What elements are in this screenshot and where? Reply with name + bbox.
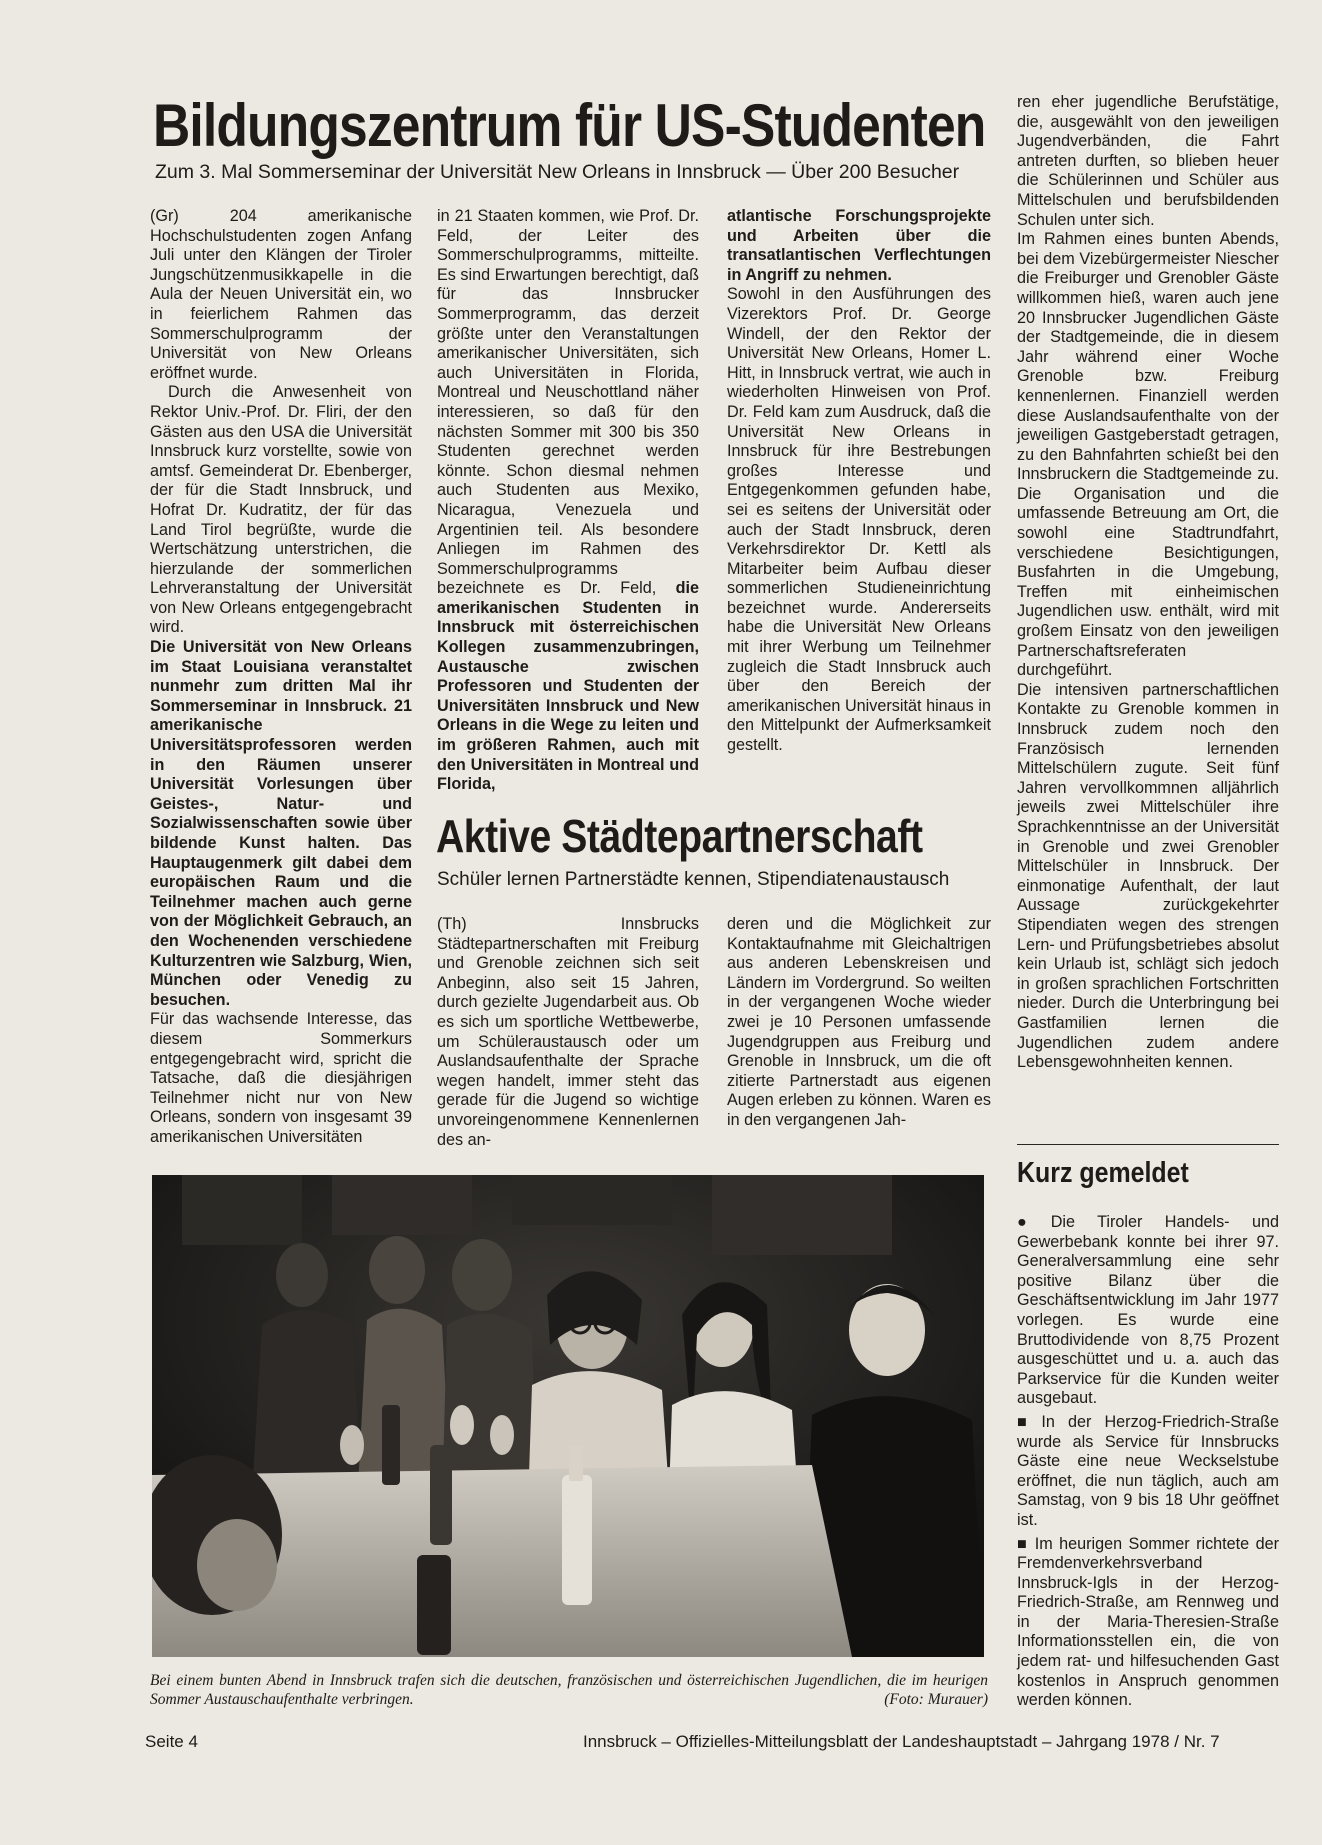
paragraph-bold: die amerikanischen Studenten in Innsbruck mit österreichischen Kollegen zusammenzubringen, Austausche zwischen Professoren und Studenten der Universitäten Innsbruck und New Orleans in die Wege zu leiten und im größeren Rahmen, auch mit den Universitäten in Montreal und Florida, [437,579,700,794]
paragraph: Die intensiven partnerschaftlichen Kontakte zu Grenoble kommen in Innsbruck zudem noch den Französisch lernenden Mittelschülern zugute. Seit fünf Jahren vervollkommnen alljährlich jeweils zwei Mittelschüler ihre Sprachkenntnisse an der Universität in Grenoble und zwei Grenobler Mittelschüler in Innsbruck. Der einmonatige Aufenthalt, der laut Aussage zurückgekehrter Stipendiaten wegen des strengen Lern- und Prüfungsbetriebes absolut kein Urlaub ist, schlägt sich jedoch in großen sprachlichen Fortschritten nieder. Durch die Unterbringung bei Gastfamilien lernen die Jugendlichen zudem andere Lebensgewohnheiten kennen. [1017,680,1279,1072]
bullet-icon: ■ [1017,1412,1036,1431]
paragraph-bold: Die Universität von New Orleans im Staat Louisiana veranstaltet nunmehr zum dritten Mal ihr Sommerseminar in Innsbruck. 21 amerikanische Universitätsprofessoren werden in den Räumen unserer Universität Vorlesungen über Geistes-, Natur- und Sozialwissenschaften sowie über bildende Kunst halten. Das Hauptaugenmerk gilt dabei dem europäischen Raum und die Teilnehmer machen auch gerne von der Möglichkeit Gebrauch, an den Wochenenden verschiedene Kulturzentren wie Salzburg, Wien, München oder Venedig zu besuchen. [150,638,412,1009]
publication-line: Innsbruck – Offizielles-Mitteilungsblatt der Landeshauptstadt – Jahrgang 1978 / Nr. 7 [583,1732,1220,1751]
paragraph: (Th) Innsbrucks Städtepartnerschaften mit Freiburg und Grenoble zeichnen sich seit Anbeginn, also seit 15 Jahren, durch gezielte Jugendarbeit aus. Ob es sich um sportliche Wettbewerbe, um Schüleraustausch oder um Auslandsaufenthalte der Sprache wegen handelt, immer steht das gerade für die Jugend so wichtige unvoreingenommene Kennenlernen des an- [437,915,699,1149]
section-divider [1017,1144,1279,1145]
list-item: ■ In der Herzog-Friedrich-Straße wurde als Service für Innsbrucks Gäste eine neue Weckselstube eröffnet, die nun täglich, auch am Samstag, von 9 bis 18 Uhr geöffnet ist. [1017,1412,1279,1529]
article2-headline: Aktive Städtepartnerschaft [436,810,923,862]
kurz-gemeldet-list [1017,1213,1279,1715]
paragraph: in 21 Staaten kommen, wie Prof. Dr. Feld, der Leiter des Sommerschulprogramms, mitteilte. Es sind Erwartungen berechtigt, daß für das Innsbrucker Sommerprogramm, das derzeit größte unter den Veranstaltungen amerikanischer Universitäten, sich auch Universitäten in Florida, Montreal und Neuschottland näher interessieren, so daß für den nächsten Sommer mit 300 bis 350 Studenten gerechnet werden könnte. Schon diesmal nehmen auch Studenten aus Mexiko, Nicaragua, Venezuela und Argentinien teil. Als besondere Anliegen im Rahmen des Sommerschulprogramms bezeichnete es Dr. Feld, [437,207,699,598]
paragraph: (Gr) 204 amerikanische Hochschulstudenten zogen Anfang Juli unter den Klängen der Tiroler Jungschützenmusikkapelle in die Aula der Neuen Universität ein, wo in feierlichem Rahmen das Sommerschulprogramm der Universität von New Orleans eröffnet wurde. [150,207,412,382]
bullet-icon: ■ [1017,1534,1029,1553]
article2-column-a [437,915,699,1150]
photo-illustration [152,1175,984,1657]
page-number: Seite 4 [145,1732,198,1751]
caption-text: Bei einem bunten Abend in Innsbruck trafen sich die deutschen, französischen und österreichischen Jugendlichen, die im heurigen Sommer Austauschaufenthalte verbringen. [150,1672,988,1708]
article1-subheadline: Zum 3. Mal Sommerseminar der Universität New Orleans in Innsbruck — Über 200 Besucher [155,161,960,183]
article1-column-2 [437,207,699,795]
paragraph: Durch die Anwesenheit von Rektor Univ.-Prof. Dr. Fliri, der den Gästen aus den USA die Universität Innsbruck kurz vorstellte, sowie von amtsf. Gemeinderat Dr. Ebenberger, der für die Stadt Innsbruck, und Hofrat Dr. Kudratitz, der für das Land Tirol begrüßte, wurde die Wertschätzung unterstrichen, die hierzulande der sommerlichen Lehrveranstaltung der Universität von New Orleans entgegengebracht wird. [150,383,412,637]
paragraph-bold: atlantische Forschungsprojekte und Arbeiten über die transatlantischen Verflechtungen in Angriff zu nehmen. [727,207,991,284]
article2-subheadline: Schüler lernen Partnerstädte kennen, Stipendiatenaustausch [437,869,950,890]
list-item: ● Die Tiroler Handels- und Gewerbebank konnte bei ihrer 97. Generalversammlung eine sehr positive Bilanz über die Geschäftsentwicklung im Jahr 1977 vorlegen. Es wurde eine Bruttodividende von 8,75 Prozent ausgeschüttet und u. a. auch das Parkservice für die Kunden weiter ausgebaut. [1017,1213,1280,1408]
article2-column-b [727,915,991,1131]
kurz-gemeldet-title: Kurz gemeldet [1017,1157,1189,1189]
paragraph: Für das wachsende Interesse, das diesem Sommerkurs entgegengebracht wird, spricht die Tatsache, daß die diesjährigen Teilnehmer nicht nur von New Orleans, sondern von insgesamt 39 amerikanischen Universitäten [150,1010,412,1146]
article1-column-3 [727,207,991,756]
paragraph: ren eher jugendliche Berufstätige, die, ausgewählt von den jeweiligen Jugendverbänden, die Fahrt antreten durften, so blieben heuer die Schülerinnen und Schüler aus Mittelschulen und berufsbildenden Schulen unter sich. [1017,93,1279,229]
event-photo [152,1175,984,1657]
list-item: ■ Im heurigen Sommer richtete der Fremdenverkehrsverband Innsbruck-Igls in der Herzog-Friedrich-Straße, am Rennweg und in der Maria-Theresien-Straße Informationsstellen ein, die von jedem rat- und hilfesuchenden Gast kostenlos in Anspruch genommen werden können. [1017,1534,1279,1710]
article1-headline: Bildungszentrum für US-Studenten [153,92,986,159]
photo-caption [150,1671,988,1709]
article1-column-1 [150,207,412,1148]
paragraph: deren und die Möglichkeit zur Kontaktaufnahme mit Gleichaltrigen aus anderen Lebenskreisen und Ländern im Vordergrund. So weilten in der vergangenen Woche wieder zwei je 10 Personen umfassende Jugendgruppen aus Freiburg und Grenoble in Innsbruck, um die oft zitierte Partnerstadt aus eigenen Augen erleben zu können. Waren es in den vergangenen Jah- [727,915,991,1129]
paragraph: Im Rahmen eines bunten Abends, bei dem Vizebürgermeister Niescher die Freiburger und Grenobler Gäste willkommen hieß, waren auch jene 20 Innsbrucker Jugendlichen Gäste der Stadtgemeinde, die in diesem Jahr während einer Woche Grenoble bzw. Freiburg kennenlernen. Finanziell werden diese Auslandsaufenthalte von der jeweiligen Gastgeberstadt getragen, zu den Bahnfahrten schießt bei den Innsbruckern die Stadtgemeinde zu. Die Organisation und die umfassende Betreuung am Ort, die sowohl eine Stadtrundfahrt, verschiedene Besichtigungen, Busfahrten in die Umgebung, Treffen mit einheimischen Jugendlichen usw. enthält, wird mit großem Einsatz von den jeweiligen Partnerschaftsreferaten durchgeführt. [1017,230,1279,680]
paragraph: Sowohl in den Ausführungen des Vizerektors Prof. Dr. George Windell, der den Rektor der Universität New Orleans, Homer L. Hitt, in Innsbruck vertrat, wie auch in wiederholten Hinweisen von Prof. Dr. Feld kam zum Ausdruck, daß die Universität New Orleans in Innsbruck für ihre Bestrebungen großes Interesse und Entgegenkommen gefunden habe, sei es seitens der Universität oder auch der Stadt Innsbruck, deren Verkehrsdirektor Dr. Kettl als Mitarbeiter beim Aufbau dieser sommerlichen Studieneinrichtung bezeichnet wurde. Andererseits habe die Universität New Orleans mit ihrer Werbung um Teilnehmer zugleich die Stadt Innsbruck auch über den Bereich der amerikanischen Universität hinaus in den Mittelpunkt der Aufmerksamkeit gestellt. [727,285,991,755]
bullet-icon: ● [1017,1213,1045,1231]
article2-column-c [1017,93,1279,1073]
photo-credit: (Foto: Murauer) [884,1691,988,1708]
